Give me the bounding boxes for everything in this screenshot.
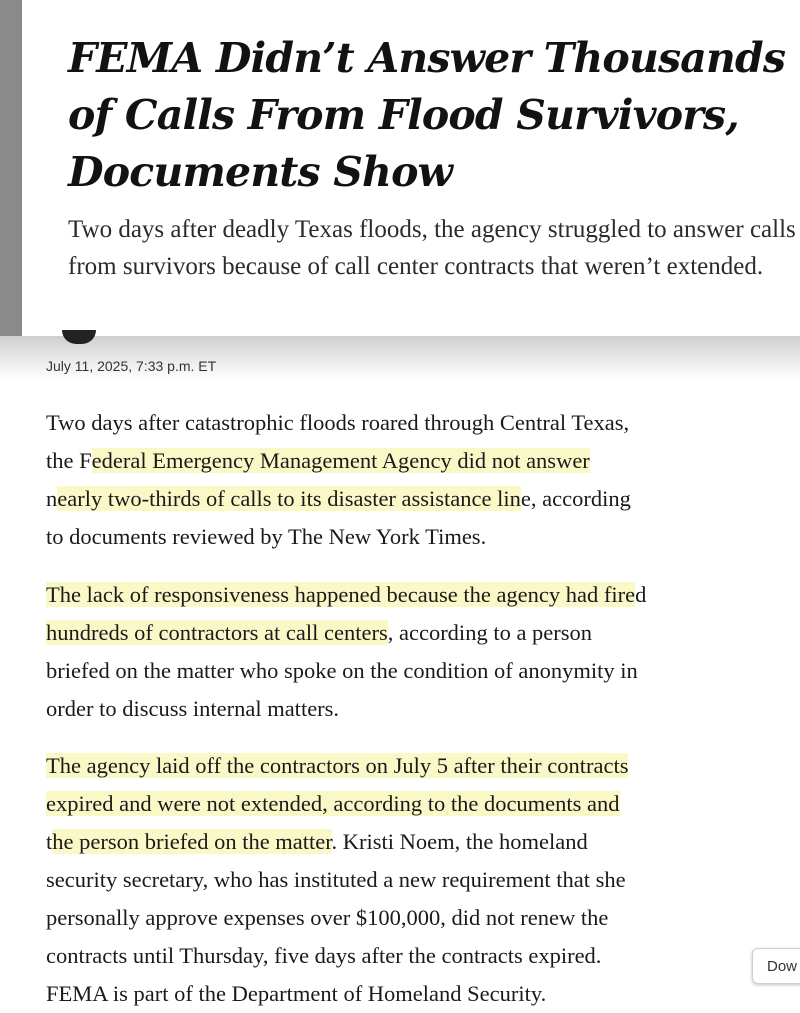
download-button[interactable]: Dow — [752, 948, 800, 984]
highlighted-text: The lack of responsiveness happened because the agency had fire — [46, 582, 636, 607]
text-run: . Kristi Noem, the homeland — [331, 829, 588, 854]
paragraph-line — [46, 690, 800, 728]
highlighted-text: early two-thirds of calls to its disaster assistance lin — [57, 486, 521, 511]
text-run: n — [46, 486, 58, 511]
paragraph-1 — [46, 404, 800, 556]
paragraph-line — [46, 937, 800, 975]
paragraph-line — [46, 518, 800, 556]
article-headline: FEMA Didn’t Answer Thousands of Calls From Flood Survivors, Documents Show — [68, 34, 786, 196]
text-run: d — [635, 582, 647, 607]
text-run: personally approve expenses over $100,000, did not renew the — [46, 905, 609, 930]
text-run: to documents reviewed by The New York Times. — [46, 524, 487, 549]
paragraph-line — [46, 614, 800, 652]
text-run: order to discuss internal matters. — [46, 696, 340, 721]
text-run: t — [46, 829, 53, 854]
text-run: security secretary, who has instituted a new requirement that she — [46, 867, 626, 892]
highlighted-text: ederal Emergency Management Agency did not answer — [91, 448, 590, 473]
text-run: contracts until Thursday, five days after the contracts expired. — [46, 943, 602, 968]
paragraph-line — [46, 975, 800, 1013]
highlighted-text: expired and were not extended, according to the documents and — [46, 791, 620, 816]
text-run: FEMA is part of the Department of Homeland Security. — [46, 981, 547, 1006]
article-dateline: July 11, 2025, 7:33 p.m. ET — [46, 358, 217, 374]
text-run: the F — [46, 448, 92, 473]
paragraph-line — [46, 823, 800, 861]
paragraph-line — [46, 785, 800, 823]
article-summary: Two days after deadly Texas floods, the agency struggled to answer calls from survivors because of call center contracts that weren’t extended. — [68, 216, 796, 280]
paragraph-line — [46, 861, 800, 899]
highlighted-text: he person briefed on the matter — [52, 829, 332, 854]
text-run: , according to a person — [387, 620, 593, 645]
paragraph-line — [46, 480, 800, 518]
text-run: Two days after catastrophic floods roared through Central Texas, — [46, 410, 630, 435]
highlighted-text: The agency laid off the contractors on July 5 after their contracts — [46, 753, 629, 778]
text-run: briefed on the matter who spoke on the condition of anonymity in — [46, 658, 638, 683]
paragraph-line — [46, 576, 800, 614]
left-edge-strip — [0, 0, 22, 340]
paragraph-line — [46, 442, 800, 480]
article-header-card — [22, 0, 800, 336]
paragraph-line — [46, 404, 800, 442]
paragraph-line — [46, 747, 800, 785]
text-run: e, according — [520, 486, 631, 511]
paragraph-3 — [46, 747, 800, 1013]
paragraph-line — [46, 899, 800, 937]
highlighted-text: hundreds of contractors at call centers — [46, 620, 388, 645]
paragraph-line — [46, 652, 800, 690]
paragraph-2 — [46, 576, 800, 728]
